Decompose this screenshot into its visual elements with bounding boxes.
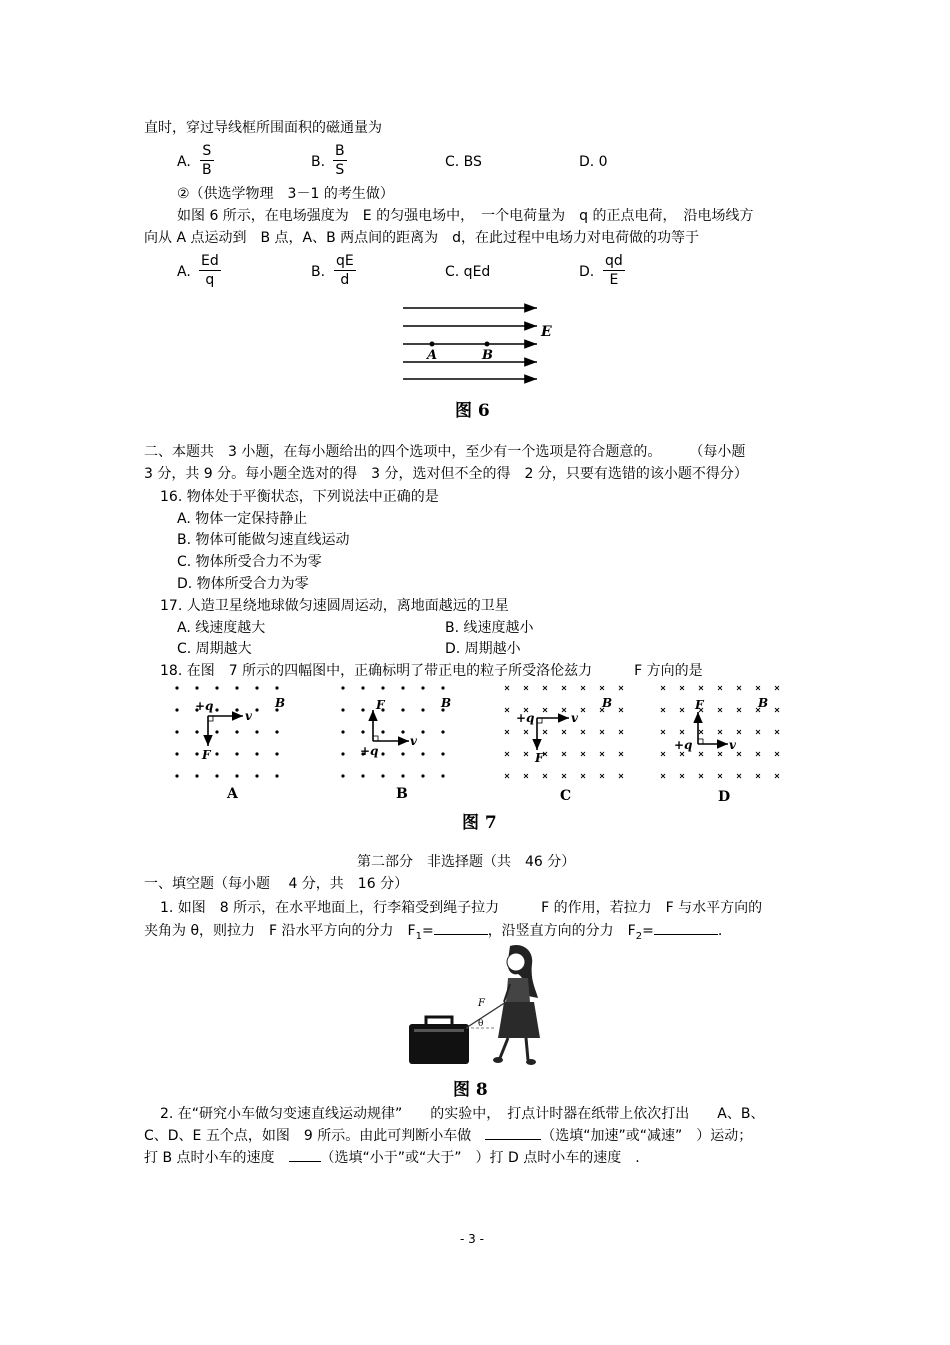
field-dot xyxy=(381,752,384,755)
figure-6-caption: 图 6 xyxy=(455,401,490,421)
fraction-numerator: S xyxy=(200,142,214,161)
field-cross xyxy=(718,752,722,756)
field-dot xyxy=(235,774,238,777)
field-cross xyxy=(775,752,779,756)
girl-head xyxy=(507,953,525,971)
field-label: B xyxy=(441,696,452,710)
panel-label-c: C xyxy=(560,788,572,804)
field-dot xyxy=(381,774,384,777)
fraction-denominator: S xyxy=(335,162,345,178)
field-dot xyxy=(421,708,424,711)
charge-label: +q xyxy=(195,699,214,713)
velocity-label: v xyxy=(729,738,736,752)
field-dot xyxy=(235,752,238,755)
field-dot xyxy=(255,730,258,733)
fill1-equals-1: = xyxy=(421,923,434,939)
field-cross xyxy=(756,730,760,734)
field-cross xyxy=(619,708,623,712)
field-cross xyxy=(581,730,585,734)
field-cross xyxy=(581,708,585,712)
field-cross xyxy=(562,708,566,712)
field-cross xyxy=(737,708,741,712)
field-cross xyxy=(581,686,585,690)
q16-option-a: A. 物体一定保持静止 xyxy=(177,511,308,527)
suitcase-handle xyxy=(426,1017,452,1024)
q17-stem: 17. 人造卫星绕地球做匀速圆周运动，离地面越远的卫星 xyxy=(160,598,509,614)
field-dot xyxy=(361,708,364,711)
velocity-label: v xyxy=(245,709,252,723)
field-label: B xyxy=(758,696,769,710)
fill2-line1: 2. 在“研究小车做匀变速直线运动规律” 的实验中， 打点计时器在纸带上依次打出 A、B、 xyxy=(160,1106,765,1122)
force-label: F xyxy=(202,748,211,762)
field-cross xyxy=(562,686,566,690)
field-dot xyxy=(175,686,178,689)
fill2-line2 xyxy=(144,1125,752,1146)
figure-8-caption: 图 8 xyxy=(453,1080,488,1100)
field-cross xyxy=(562,730,566,734)
field-cross xyxy=(619,686,623,690)
field-dot xyxy=(361,730,364,733)
field-cross xyxy=(756,686,760,690)
fill2-text-b: （选填“加速”或“减速” ）运动； xyxy=(541,1128,753,1144)
field-cross xyxy=(680,752,684,756)
fill1-line1: 1. 如图 8 所示，在水平地面上，行李箱受到绳子拉力 F 的作用，若拉力 F 与水平方向的 xyxy=(160,900,763,916)
q15-sub2-line1: 如图 6 所示，在电场强度为 E 的匀强电场中， 一个电荷量为 q 的正点电荷， 沿电场线方 xyxy=(177,208,754,224)
field-cross xyxy=(619,730,623,734)
girl-leg xyxy=(526,1038,528,1060)
force-label: F xyxy=(478,998,485,1009)
field-cross xyxy=(505,752,509,756)
field-dot xyxy=(255,752,258,755)
field-dot xyxy=(441,752,444,755)
field-cross xyxy=(718,774,722,778)
figure-7-caption: 图 7 xyxy=(462,813,497,833)
field-dot xyxy=(275,774,278,777)
q16-option-c: C. 物体所受合力不为零 xyxy=(177,554,322,570)
field-cross xyxy=(680,708,684,712)
q17-option-d: D. 周期越小 xyxy=(445,641,521,657)
field-cross xyxy=(737,730,741,734)
fill1-text-a: 夹角为 θ，则拉力 F 沿水平方向的分力 F xyxy=(144,923,416,939)
field-dot xyxy=(215,730,218,733)
field-dot xyxy=(441,774,444,777)
q15-option-d: D. 0 xyxy=(579,154,608,170)
field-cross xyxy=(505,686,509,690)
field-cross xyxy=(581,774,585,778)
f2-answer-blank[interactable] xyxy=(654,920,718,935)
q15-p-option-c: C. qEd xyxy=(445,264,491,280)
field-cross xyxy=(600,730,604,734)
field-cross xyxy=(524,686,528,690)
field-dot xyxy=(255,774,258,777)
field-cross xyxy=(619,774,623,778)
f1-subscript: 1 xyxy=(415,930,422,942)
field-dot xyxy=(215,752,218,755)
motion-answer-blank[interactable] xyxy=(485,1125,541,1140)
field-dot xyxy=(381,730,384,733)
fraction-denominator: d xyxy=(340,272,350,288)
field-cross xyxy=(543,730,547,734)
field-dot xyxy=(441,730,444,733)
q17-option-b: B. 线速度越小 xyxy=(445,620,534,636)
section2-line2: 3 分，共 9 分。每小题全选对的得 3 分，选对但不全的得 2 分，只要有选错的该小题不得分） xyxy=(144,466,748,482)
fill2-text-a: C、D、E 五个点，如图 9 所示。由此可判断小车做 xyxy=(144,1128,486,1144)
field-dot xyxy=(341,686,344,689)
field-dot xyxy=(421,752,424,755)
velocity-label: v xyxy=(410,734,417,748)
field-cross xyxy=(699,752,703,756)
q15-sub2-title: ②（供选学物理 3－1 的考生做） xyxy=(177,186,394,202)
point-a-dot xyxy=(430,342,435,347)
field-cross xyxy=(619,752,623,756)
fraction-numerator: B xyxy=(335,143,345,159)
fill1-period: . xyxy=(717,923,723,939)
girl-leg xyxy=(500,1038,508,1058)
panel-d xyxy=(674,696,768,752)
field-cross xyxy=(524,752,528,756)
field-cross xyxy=(680,686,684,690)
q15-p-option-d-label: D. xyxy=(579,264,595,280)
field-dot xyxy=(341,708,344,711)
panel-label-d: D xyxy=(718,789,731,805)
q15-p-option-a-label: A. xyxy=(177,264,191,280)
theta-label: θ xyxy=(478,1019,484,1029)
field-dot xyxy=(235,686,238,689)
field-cross xyxy=(581,752,585,756)
field-dot xyxy=(275,686,278,689)
field-dot xyxy=(195,686,198,689)
field-dot xyxy=(175,774,178,777)
q15-option-c: C. BS xyxy=(445,154,482,170)
field-dot xyxy=(401,686,404,689)
fill1-equals-2: = xyxy=(642,923,654,939)
field-cross xyxy=(661,730,665,734)
field-dot xyxy=(275,730,278,733)
panel-label-a: A xyxy=(227,786,238,802)
q17-option-a: A. 线速度越大 xyxy=(177,620,266,636)
field-cross xyxy=(661,774,665,778)
field-cross xyxy=(600,752,604,756)
field-cross xyxy=(737,752,741,756)
field-dot xyxy=(341,752,344,755)
field-cross xyxy=(505,708,509,712)
field-dot xyxy=(255,686,258,689)
point-b-dot xyxy=(485,342,490,347)
field-label: B xyxy=(602,696,613,710)
field-dot xyxy=(401,752,404,755)
field-dot xyxy=(255,708,258,711)
q15-p-option-d-fraction xyxy=(603,252,625,289)
q15-p-option-b-label: B. xyxy=(311,264,326,280)
field-cross xyxy=(562,774,566,778)
fraction-numerator: Ed xyxy=(201,253,219,269)
field-cross xyxy=(775,730,779,734)
q16-stem: 16. 物体处于平衡状态，下列说法中正确的是 xyxy=(160,489,439,505)
page-number: - 3 - xyxy=(460,1232,484,1246)
field-dot xyxy=(215,708,218,711)
q15-option-a-label: A. xyxy=(177,154,191,170)
field-cross xyxy=(775,708,779,712)
field-cross xyxy=(600,686,604,690)
field-dot xyxy=(235,708,238,711)
section2-line1: 二、本题共 3 小题，在每小题给出的四个选项中，至少有一个选项是符合题意的。 （每小题 xyxy=(144,444,746,460)
field-cross xyxy=(775,774,779,778)
force-label: F xyxy=(376,698,385,712)
field-dot xyxy=(341,730,344,733)
field-dot xyxy=(401,708,404,711)
charge-label: +q xyxy=(360,744,379,758)
force-label: F xyxy=(695,698,704,712)
field-dot xyxy=(421,730,424,733)
field-cross xyxy=(718,730,722,734)
field-dot xyxy=(195,730,198,733)
velocity-label: v xyxy=(571,711,578,725)
q16-option-d: D. 物体所受合力为零 xyxy=(177,576,309,592)
panel-label-b: B xyxy=(396,786,408,802)
field-cross xyxy=(661,686,665,690)
field-cross xyxy=(699,686,703,690)
part2-title: 第二部分 非选择题（共 46 分） xyxy=(357,854,576,870)
field-cross xyxy=(600,774,604,778)
q16-option-b: B. 物体可能做匀速直线运动 xyxy=(177,532,350,548)
q15-p-option-b-fraction xyxy=(334,252,356,289)
fill1-text-c: ，沿竖直方向的分力 F xyxy=(487,923,636,939)
point-b-label: B xyxy=(482,348,493,363)
speed-compare-blank[interactable] xyxy=(289,1147,321,1162)
q15-option-b-fraction xyxy=(333,142,347,179)
field-dot xyxy=(341,774,344,777)
field-cross xyxy=(756,774,760,778)
fill2-text-d: （选填“小于”或“大于” ）打 D 点时小车的速度 . xyxy=(320,1150,640,1166)
field-cross xyxy=(699,774,703,778)
figure-6-electric-field xyxy=(395,296,565,394)
f2-subscript: 2 xyxy=(635,930,643,942)
field-cross xyxy=(718,708,722,712)
panel-b xyxy=(360,696,451,758)
field-dot xyxy=(381,686,384,689)
force-label: F xyxy=(535,751,544,765)
field-cross xyxy=(543,708,547,712)
field-cross xyxy=(699,730,703,734)
q15-sub2-line2: 向从 A 点运动到 B 点，A、B 两点间的距离为 d，在此过程中电场力对电荷做的功等于 xyxy=(144,230,700,246)
field-cross xyxy=(756,752,760,756)
field-cross xyxy=(737,686,741,690)
field-cross xyxy=(543,774,547,778)
field-e-label: E xyxy=(541,324,552,340)
field-cross xyxy=(524,774,528,778)
field-dot xyxy=(195,774,198,777)
field-cross xyxy=(543,686,547,690)
field-dot xyxy=(401,774,404,777)
fraction-denominator: B xyxy=(202,162,212,178)
fraction-denominator: q xyxy=(205,272,215,288)
girl-skirt xyxy=(498,1002,540,1038)
field-dot xyxy=(441,686,444,689)
fill2-line3 xyxy=(144,1147,640,1168)
q17-option-c: C. 周期越大 xyxy=(177,641,252,657)
field-cross xyxy=(718,686,722,690)
field-dot xyxy=(175,708,178,711)
field-cross xyxy=(737,774,741,778)
q15-continuation: 直时，穿过导线框所围面积的磁通量为 xyxy=(144,120,382,136)
fraction-numerator: qd xyxy=(605,253,623,269)
field-cross xyxy=(524,730,528,734)
fill2-text-c: 打 B 点时小车的速度 xyxy=(144,1150,289,1166)
fill-in-section-title: 一、填空题（每小题 4 分，共 16 分） xyxy=(144,876,409,892)
field-cross xyxy=(661,752,665,756)
field-cross xyxy=(661,708,665,712)
field-cross xyxy=(543,752,547,756)
q15-p-option-a-fraction xyxy=(199,252,221,289)
field-cross xyxy=(680,774,684,778)
field-dot xyxy=(421,686,424,689)
panel-a xyxy=(195,696,285,762)
field-dot xyxy=(175,730,178,733)
field-cross xyxy=(680,730,684,734)
field-dot xyxy=(401,730,404,733)
q18-stem: 18. 在图 7 所示的四幅图中，正确标明了带正电的粒子所受洛伦兹力 F 方向的是 xyxy=(160,663,703,679)
field-dot xyxy=(361,774,364,777)
field-cross xyxy=(505,730,509,734)
field-dot xyxy=(421,774,424,777)
field-dot xyxy=(215,774,218,777)
field-dot xyxy=(215,686,218,689)
field-dot xyxy=(275,752,278,755)
field-dot xyxy=(175,752,178,755)
point-a-label: A xyxy=(427,348,438,363)
field-dot xyxy=(235,730,238,733)
field-label: B xyxy=(275,696,286,710)
rope xyxy=(466,1002,506,1028)
field-cross xyxy=(775,686,779,690)
fraction-denominator: E xyxy=(609,272,619,288)
figure-8-girl-pulling-suitcase xyxy=(400,940,550,1072)
charge-label: +q xyxy=(516,711,535,725)
field-dot xyxy=(361,686,364,689)
field-cross xyxy=(505,774,509,778)
field-cross xyxy=(562,752,566,756)
fraction-numerator: qE xyxy=(336,253,354,269)
girl-torso xyxy=(506,978,530,1002)
q15-option-b-label: B. xyxy=(311,154,326,170)
f1-answer-blank[interactable] xyxy=(434,920,488,935)
q15-option-a-fraction xyxy=(200,142,214,179)
charge-label: +q xyxy=(674,738,693,752)
field-dot xyxy=(195,752,198,755)
